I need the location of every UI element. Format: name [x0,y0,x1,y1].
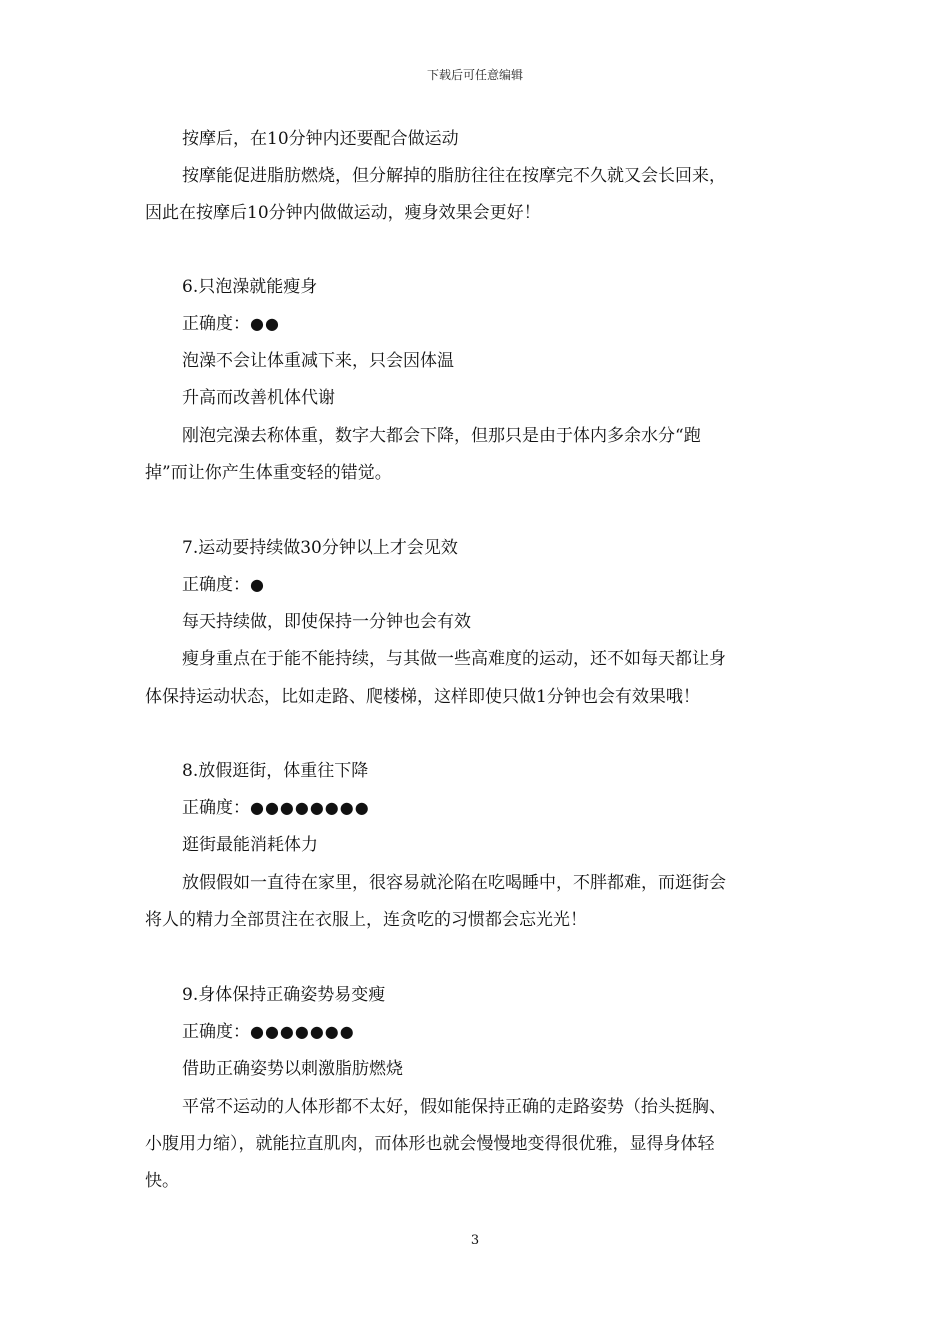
section-heading: 按摩后，在10分钟内还要配合做运动 [182,129,459,149]
item-title: 7.运动要持续做30分钟以上才会见效 [182,538,458,558]
item-subheading: 泡澡不会让体重减下来，只会因体温 [182,351,454,371]
paragraph-line: 瘦身重点在于能不能持续，与其做一些高难度的运动，还不如每天都让身 [182,649,726,669]
paragraph-line: 掉”而让你产生体重变轻的错觉。 [145,463,392,483]
paragraph-line: 因此在按摩后10分钟内做做运动，瘦身效果会更好！ [145,203,541,223]
page-number: 3 [470,1233,480,1248]
paragraph-line: 平常不运动的人体形都不太好，假如能保持正确的走路姿势（抬头挺胸、 [182,1097,726,1117]
item-subheading: 升高而改善机体代谢 [182,388,335,408]
paragraph-line: 体保持运动状态，比如走路、爬楼梯，这样即使只做1分钟也会有效果哦！ [145,687,700,707]
accuracy-rating-dots: ●●●●●●●● [250,798,370,817]
accuracy-row [182,313,280,335]
accuracy-row [182,797,370,819]
item-title: 8.放假逛街，体重往下降 [182,761,369,781]
item-subheading: 借助正确姿势以刺激脂肪燃烧 [182,1059,403,1079]
paragraph-line: 小腹用力缩），就能拉直肌肉，而体形也就会慢慢地变得很优雅，显得身体轻 [145,1134,715,1154]
paragraph-line: 按摩能促进脂肪燃烧，但分解掉的脂肪往往在按摩完不久就又会长回来， [182,166,726,186]
paragraph-line: 刚泡完澡去称体重，数字大都会下降，但那只是由于体内多余水分“跑 [182,426,701,446]
accuracy-rating-dots: ● [250,575,265,594]
accuracy-rating-dots: ●● [250,314,280,333]
paragraph-line: 快。 [145,1171,179,1191]
accuracy-label: 正确度： [182,575,250,595]
accuracy-row [182,1021,355,1043]
paragraph-line: 放假假如一直待在家里，很容易就沦陷在吃喝睡中，不胖都难，而逛街会 [182,873,726,893]
accuracy-label: 正确度： [182,314,250,334]
item-subheading: 逛街最能消耗体力 [182,835,318,855]
item-subheading: 每天持续做，即使保持一分钟也会有效 [182,612,471,632]
item-title: 6.只泡澡就能瘦身 [182,277,318,297]
paragraph-line: 将人的精力全部贯注在衣服上，连贪吃的习惯都会忘光光！ [145,910,587,930]
page-header: 下载后可任意编辑 [426,68,523,82]
accuracy-rating-dots: ●●●●●●● [250,1022,355,1041]
accuracy-label: 正确度： [182,1022,250,1042]
accuracy-label: 正确度： [182,798,250,818]
item-title: 9.身体保持正确姿势易变瘦 [182,985,386,1005]
accuracy-row [182,574,265,596]
